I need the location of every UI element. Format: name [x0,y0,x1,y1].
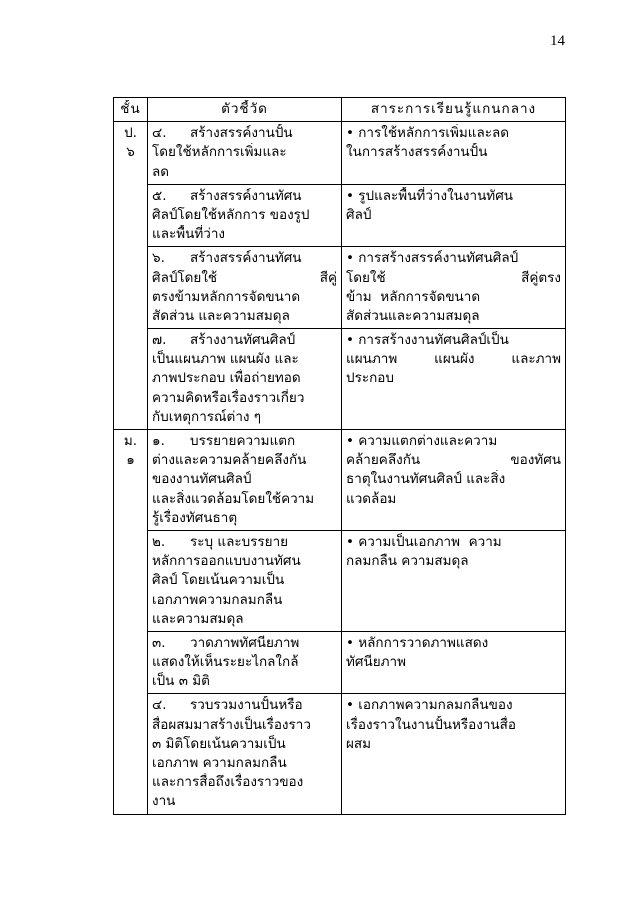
line-word: ศิลป์โดยใช้ [152,269,218,286]
grade-cell [114,430,148,815]
content-line: แวดล้อม [346,490,397,507]
table-row [114,530,566,631]
indicator-number: ๑. [152,433,165,449]
table-row [114,247,566,329]
content-line: เรื่องราวในงานปั้นหรืองานสื่อ [346,716,517,733]
indicator-cell [148,329,342,430]
content-line [346,269,561,288]
header-grade-label: ชั้น [120,101,141,117]
indicator-number: ๔. [152,697,167,714]
indicator-line: ๓ มิติโดยเน้นความเป็น [152,735,286,752]
content-line: • รูปและพื้นที่ว่างในงานทัศน [346,187,513,204]
indicator-line: ศิลป์โดยใช้หลักการ ของรูป [152,206,310,223]
content-line: สัดส่วนและความสมดุล [346,307,480,324]
indicator-line: และสิ่งแวดล้อมโดยใช้ความ [152,490,315,507]
indicator-line [152,533,337,552]
indicator-text: สร้างสรรค์งานปั้น [190,125,293,142]
line-word: แผนภาพ [346,351,398,368]
indicator-line: และพื้นที่ว่าง [152,226,226,243]
content-line: • การสร้างสรรค์งานทัศนศิลป์ [346,250,519,267]
header-content-label: สาระการเรียนรู้แกนกลาง [370,101,537,117]
header-indicator-label: ตัวชี้วัด [221,101,268,117]
indicator-text: ระบุ และบรรยาย [190,533,289,550]
table-row [114,329,566,430]
content-cell [342,329,566,430]
indicator-number: ๗. [152,332,167,349]
grade-line: ป. [124,125,137,142]
indicator-line [152,269,337,288]
header-content [342,98,566,122]
content-line: • ความเป็นเอกภาพ ความ [346,533,502,550]
indicator-text: สร้างสรรค์งานทัศน [190,250,302,267]
indicator-line: โดยใช้หลักการเพิ่มและ [152,144,287,161]
indicator-cell [148,430,342,531]
content-line: • เอกภาพความกลมกลืนของ [346,697,513,714]
header-indicator [148,98,342,122]
indicator-line: เอกภาพความกลมกลืน [152,591,283,608]
line-word: คล้ายคลึงกัน [346,452,421,469]
indicator-cell [148,122,342,185]
content-cell [342,184,566,247]
indicator-cell [148,631,342,694]
table-row [114,430,566,531]
content-line: กลมกลืน ความสมดุล [346,553,469,570]
indicator-cell [148,184,342,247]
indicator-number: ๕. [152,187,167,204]
indicator-line: กับเหตุการณ์ต่าง ๆ [152,408,262,425]
indicator-cell [148,530,342,631]
content-line: ในการสร้างสรรค์งานปั้น [346,144,488,161]
content-line: • การสร้างงานทัศนศิลป์เป็น [346,332,509,349]
indicator-text: บรรยายความแตก [190,433,296,449]
content-line: ประกอบ [346,370,394,387]
indicator-line: รู้เรื่องทัศนธาตุ [152,509,238,526]
table-header-row [114,98,566,122]
indicator-text: วาดภาพทัศนียภาพ [190,634,300,651]
indicator-line [152,696,337,715]
line-word: และภาพ [511,351,561,368]
indicator-line [152,331,337,350]
header-grade [114,98,148,122]
grade-line: ๖ [126,144,135,161]
content-line: • ความแตกต่างและความ [346,433,498,449]
indicator-line [152,432,337,451]
grade-line: ม. [123,433,138,449]
line-word: ของทัศน [510,452,561,469]
content-line: ทัศนียภาพ [346,654,406,671]
indicator-line: และการสื่อถึงเรื่องราวของ [152,774,304,791]
indicator-line: ลด [152,163,170,180]
indicator-line: สัดส่วน และความสมดุล [152,307,290,324]
indicator-text: รวบรวมงานปั้นหรือ [190,697,303,714]
indicator-number: ๒. [152,533,166,550]
line-word: แผนผัง [434,351,475,368]
indicator-cell [148,694,342,814]
line-word: สีคู่ตรง [521,269,561,286]
content-cell [342,530,566,631]
indicator-line: และความสมดุล [152,610,244,627]
indicator-line: ของงานทัศนศิลป์ [152,471,252,488]
table-row [114,631,566,694]
line-word: โดยใช้ [346,269,386,286]
indicator-cell [148,247,342,329]
indicator-line: ศิลป์ โดยเน้นความเป็น [152,572,285,589]
indicator-line: หลักการออกแบบงานทัศน [152,553,301,570]
indicator-line: ภาพประกอบ เพื่อถ่ายทอด [152,370,301,387]
content-cell [342,694,566,814]
curriculum-table [113,97,566,815]
content-line: • การใช้หลักการเพิ่มและลด [346,125,510,142]
content-line: • หลักการวาดภาพแสดง [346,634,489,651]
content-cell [342,631,566,694]
content-cell [342,430,566,531]
indicator-line [152,634,337,653]
content-line [346,451,561,470]
content-cell [342,247,566,329]
table-row [114,694,566,814]
grade-line: ๑ [126,452,135,469]
indicator-line: งาน [152,793,176,810]
content-line: ธาตุในงานทัศนศิลป์ และสิ่ง [346,471,506,488]
grade-cell [114,122,148,430]
indicator-number: ๓. [152,634,166,651]
indicator-number: ๔. [152,125,167,142]
table-row [114,184,566,247]
indicator-line: ตรงข้ามหลักการจัดขนาด [152,288,301,305]
content-line: ข้าม หลักการจัดขนาด [346,288,481,305]
indicator-line [152,124,337,143]
indicator-line: ต่างและความคล้ายคลึงกัน [152,452,307,469]
indicator-line: เอกภาพ ความกลมกลืน [152,755,287,771]
indicator-line [152,249,337,268]
indicator-text: สร้างสรรค์งานทัศน [190,187,302,204]
indicator-line: เป็น ๓ มิติ [152,673,210,690]
indicator-number: ๖. [152,250,165,267]
indicator-line: ความคิดหรือเรื่องราวเกี่ยว [152,389,305,406]
indicator-line [152,187,337,206]
indicator-line: สื่อผสมมาสร้างเป็นเรื่องราว [152,716,311,733]
indicator-line: แสดงให้เห็นระยะไกลใกล้ [152,654,299,671]
line-word: สีคู่ [319,269,337,286]
indicator-text: สร้างงานทัศนศิลป์ [190,332,296,349]
content-line: ศิลป์ [346,206,372,223]
content-line: ผสม [346,735,372,752]
content-line [346,350,561,369]
table-row [114,122,566,185]
content-cell [342,122,566,185]
page-number: 14 [550,33,565,49]
indicator-line: เป็นแผนภาพ แผนผัง และ [152,351,299,368]
